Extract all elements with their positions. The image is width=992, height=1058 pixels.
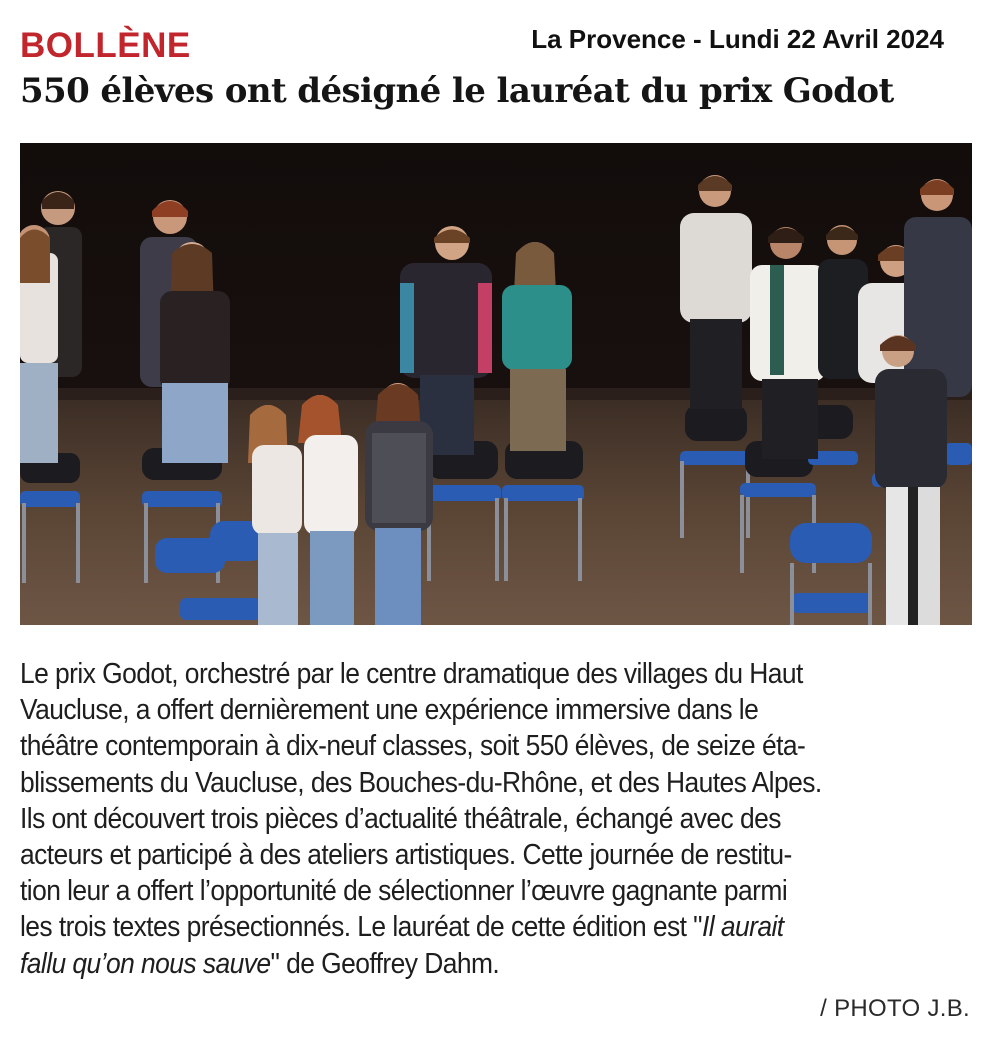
article-line-text: les trois textes présectionnés. Le lauréat de cette édition est "	[20, 911, 703, 944]
article-line: acteurs et participé à des ateliers artistiques. Cette journée de restitu-	[20, 839, 792, 872]
publication-dateline: La Provence - Lundi 22 Avril 2024	[531, 24, 944, 54]
article-line: blissements du Vaucluse, des Bouches-du-Rhône, et des Hautes Alpes.	[20, 766, 822, 799]
photo-credit: / PHOTO J.B.	[820, 995, 970, 1022]
article-headline: 550 élèves ont désigné le lauréat du prix Godot	[20, 71, 894, 111]
article-body	[20, 656, 972, 982]
winning-title-part-1: Il aurait	[702, 911, 784, 944]
winning-title-part-2: fallu qu’on nous sauve	[20, 947, 271, 980]
article-line: Ils ont découvert trois pièces d’actualité théâtrale, échangé avec des	[20, 802, 781, 835]
article-line	[20, 946, 972, 982]
article-photo	[20, 143, 972, 625]
article-line: tion leur a offert l’opportunité de sélectionner l’œuvre gagnante parmi	[20, 875, 788, 908]
article-line	[20, 909, 972, 945]
article-line: Vaucluse, a offert dernièrement une expérience immersive dans le	[20, 694, 759, 727]
article-line: théâtre contemporain à dix-neuf classes, soit 550 élèves, de seize éta-	[20, 730, 806, 763]
section-kicker: BOLLÈNE	[20, 26, 191, 65]
author-tail: " de Geoffrey Dahm.	[270, 947, 500, 980]
article-line: Le prix Godot, orchestré par le centre dramatique des villages du Haut	[20, 658, 803, 690]
